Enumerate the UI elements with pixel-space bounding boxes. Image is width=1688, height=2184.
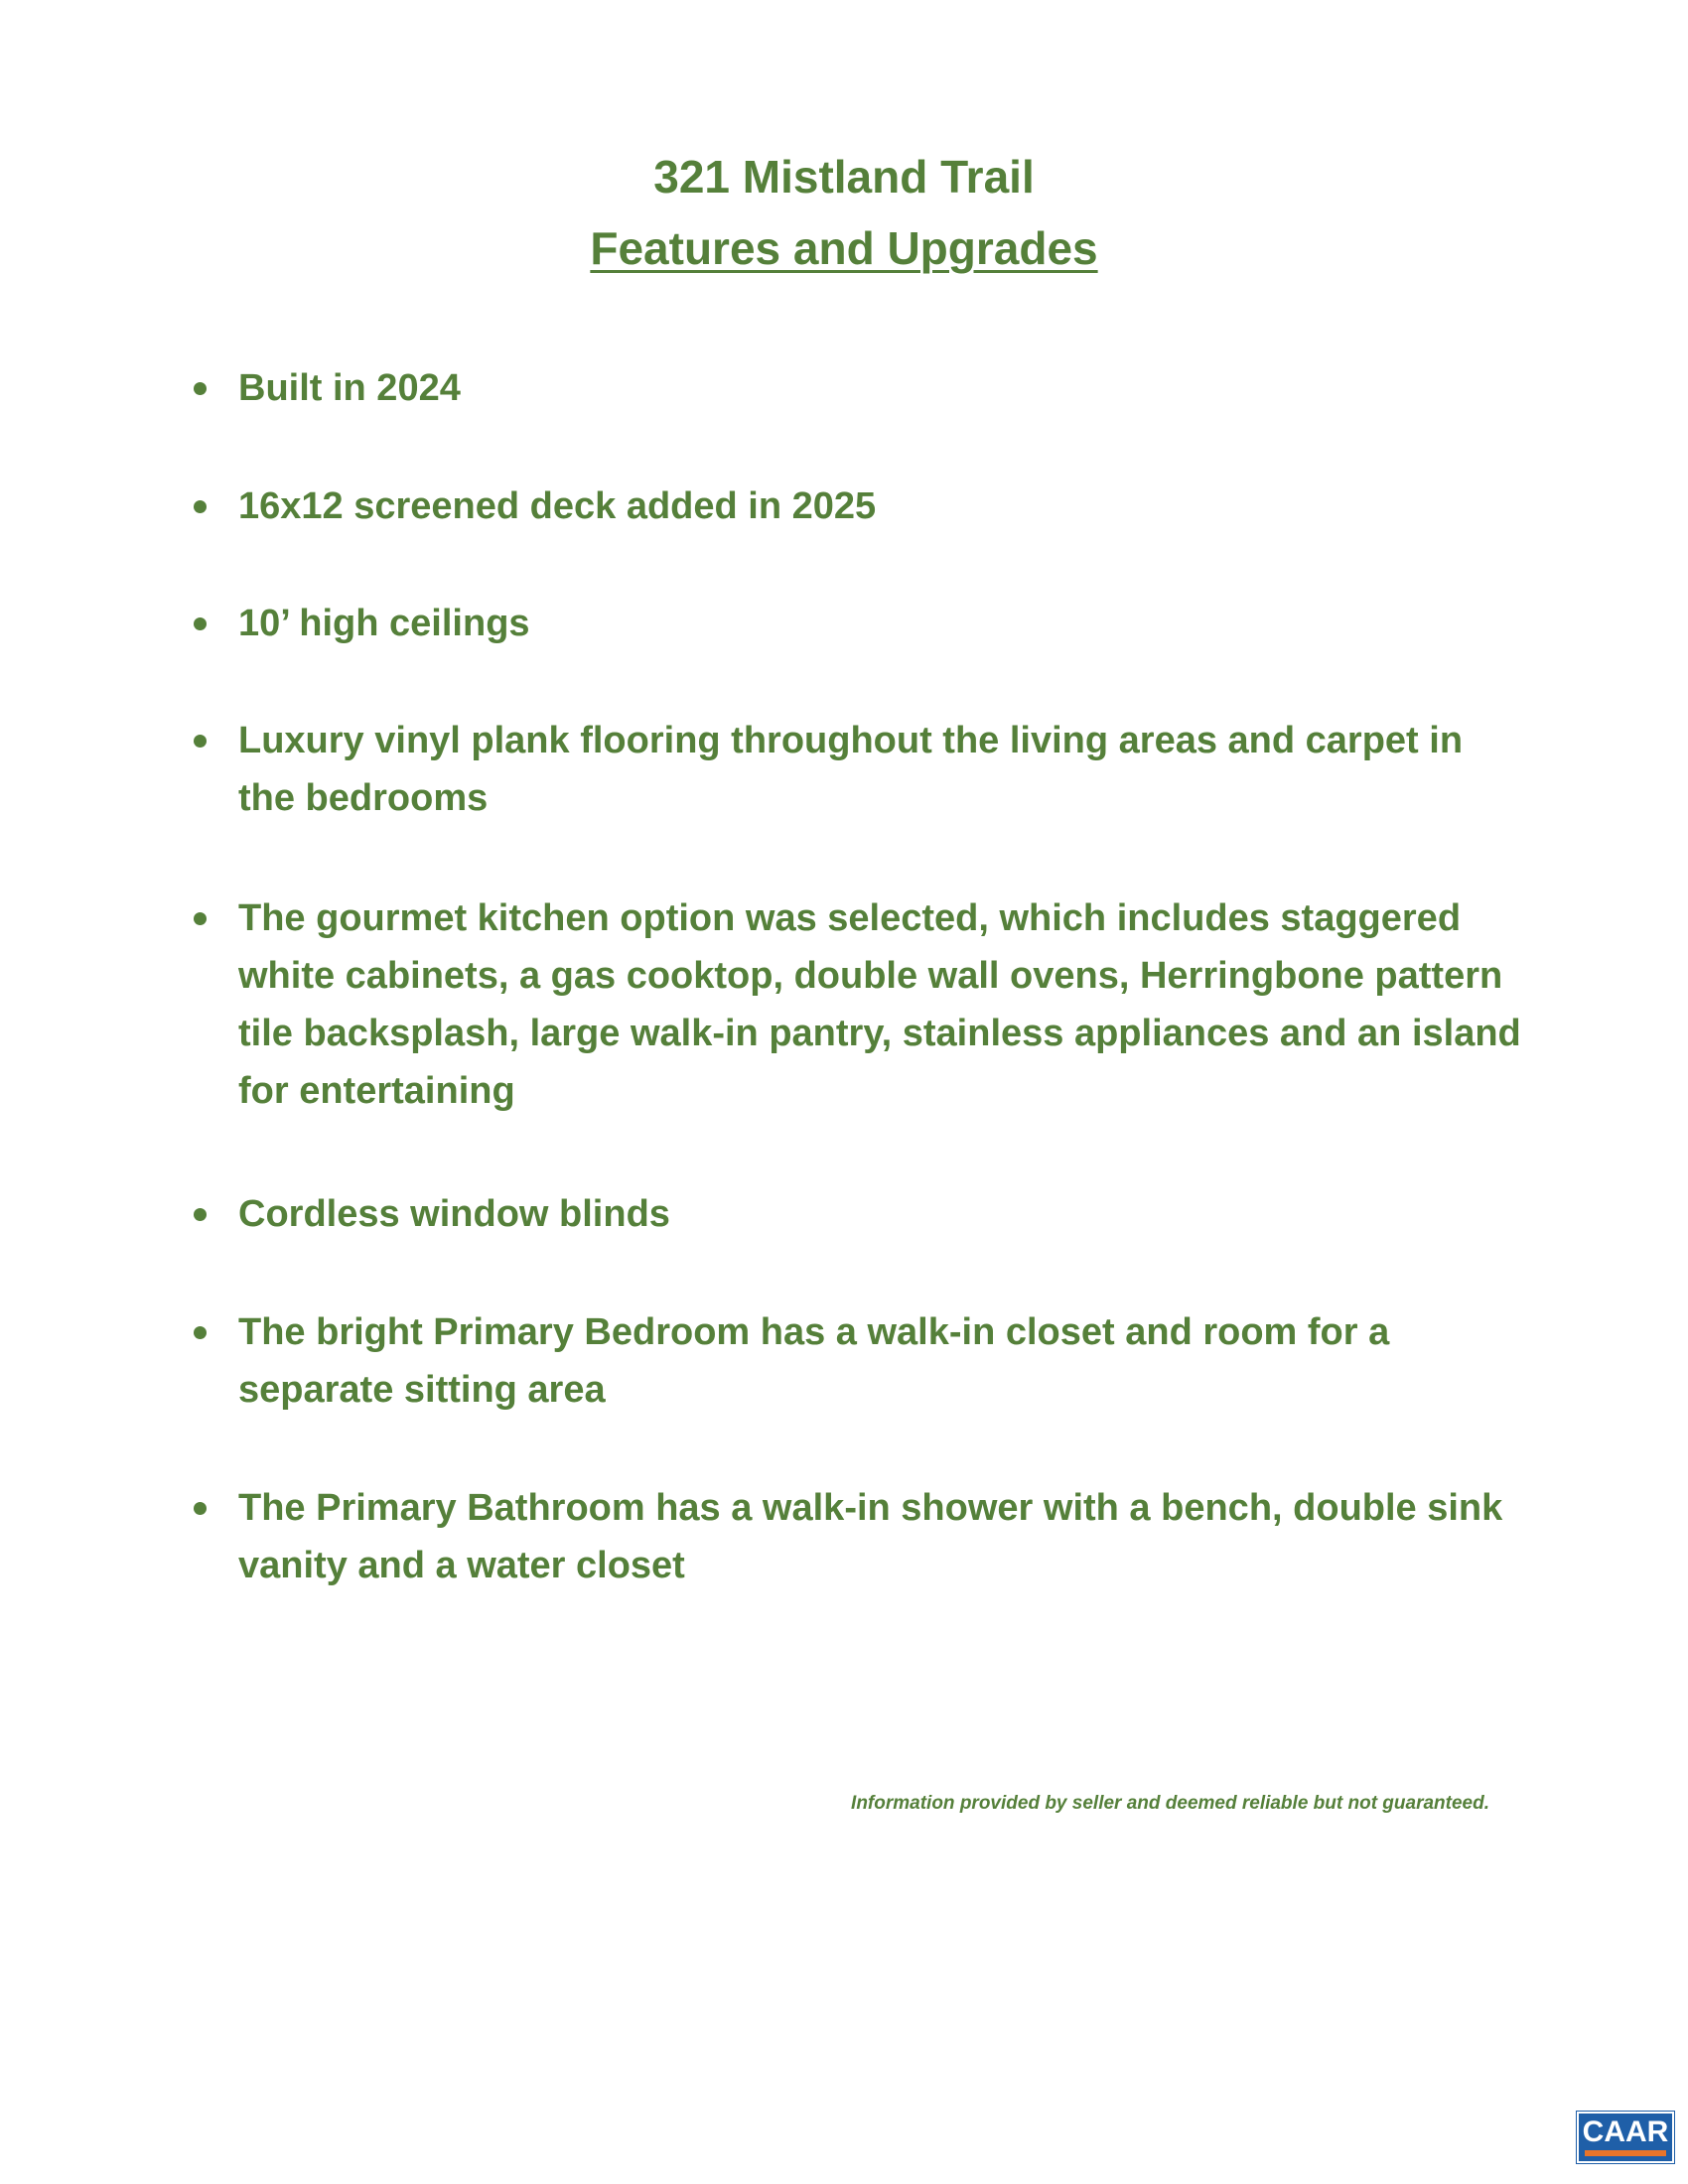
- feature-line: Built in 2024: [238, 367, 461, 409]
- feature-line: the bedrooms: [238, 777, 489, 819]
- logo-text: CAAR: [1582, 2116, 1669, 2148]
- bullet-icon: [194, 382, 207, 395]
- bullet-icon: [194, 735, 207, 748]
- disclaimer-text: Information provided by seller and deemed reliable but not guaranteed.: [851, 1793, 1489, 1814]
- feature-item: [189, 359, 1539, 417]
- feature-line: The bright Primary Bedroom has a walk-in closet and room for a: [238, 1311, 1390, 1353]
- caar-logo: [1577, 2112, 1674, 2163]
- bullet-icon: [194, 912, 207, 925]
- bullet-icon: [194, 617, 207, 630]
- feature-item: [189, 478, 1539, 535]
- property-address: 321 Mistland Trail: [653, 151, 1035, 203]
- feature-line: Cordless window blinds: [238, 1193, 670, 1235]
- bullet-icon: [194, 500, 207, 513]
- feature-item: [189, 889, 1539, 1120]
- feature-item: [189, 1185, 1539, 1243]
- feature-line: tile backsplash, large walk-in pantry, stainless appliances and an island: [238, 1013, 1521, 1054]
- bullet-icon: [194, 1502, 207, 1515]
- bullet-icon: [194, 1326, 207, 1339]
- title-block: [0, 141, 1688, 284]
- feature-line: The gourmet kitchen option was selected, which includes staggered: [238, 897, 1462, 939]
- feature-line: 10’ high ceilings: [238, 603, 530, 644]
- page-subtitle: Features and Upgrades: [590, 222, 1098, 274]
- logo-accent-strip: [1585, 2150, 1666, 2156]
- feature-line: separate sitting area: [238, 1369, 606, 1411]
- feature-line: for entertaining: [238, 1070, 515, 1112]
- feature-line: vanity and a water closet: [238, 1545, 685, 1586]
- feature-line: 16x12 screened deck added in 2025: [238, 485, 877, 527]
- bullet-icon: [194, 1208, 207, 1221]
- feature-item: [189, 595, 1539, 652]
- feature-item: [189, 1303, 1539, 1419]
- feature-item: [189, 1479, 1539, 1594]
- feature-line: Luxury vinyl plank flooring throughout the living areas and carpet in: [238, 720, 1464, 761]
- feature-line: The Primary Bathroom has a walk-in shower with a bench, double sink: [238, 1487, 1503, 1529]
- feature-line: white cabinets, a gas cooktop, double wall ovens, Herringbone pattern: [238, 955, 1503, 997]
- feature-item: [189, 712, 1539, 827]
